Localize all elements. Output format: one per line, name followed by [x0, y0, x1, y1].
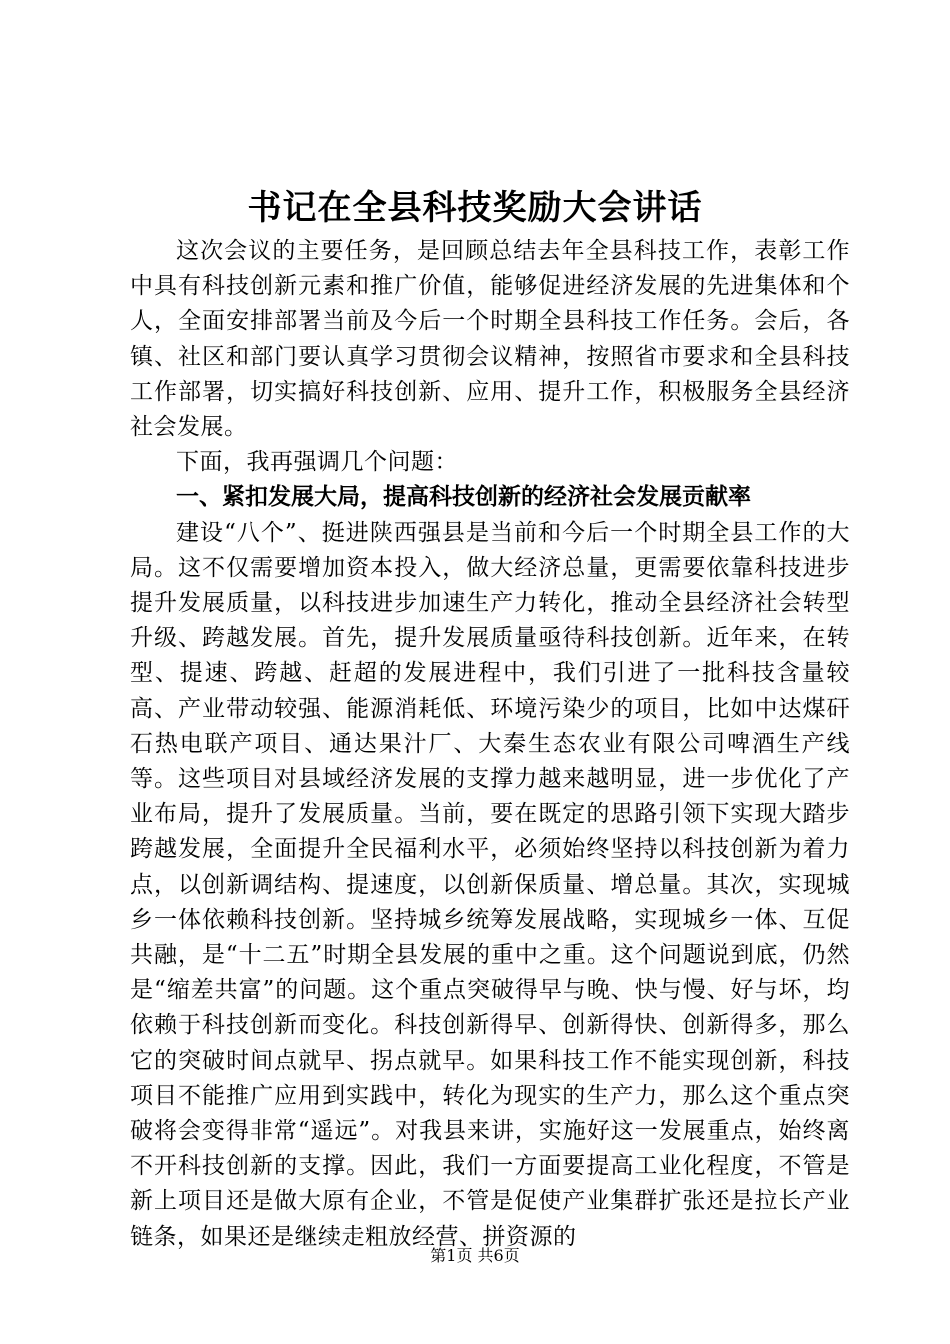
paragraph-intro: 这次会议的主要任务，是回顾总结去年全县科技工作，表彰工作中具有科技创新元素和推广价值，能够促进经济发展的先进集体和个人，全面安排部署当前及今后一个时期全县科技工作任务。会后，各镇、社区和部门要认真学习贯彻会议精神，按照省市要求和全县科技工作部署，切实搞好科技创新、应用、提升工作，积极服务全县经济社会发展。	[130, 238, 850, 441]
document-title: 书记在全县科技奖励大会讲话	[247, 188, 703, 228]
paragraph-section-1: 建设“八个”、挺进陕西强县是当前和今后一个时期全县工作的大局。这不仅需要增加资本投入，做大经济总量，更需要依靠科技进步提升发展质量，以科技进步加速生产力转化，推动全县经济社会转型升级、跨越发展。首先，提升发展质量亟待科技创新。近年来，在转型、提速、跨越、赶超的发展进程中，我们引进了一批科技含量较高、产业带动较强、能源消耗低、环境污染少的项目，比如中达煤矸石热电联产项目、通达果汁厂、大秦生态农业有限公司啤酒生产线等。这些项目对县域经济发展的支撑力越来越明显，进一步优化了产业布局，提升了发展质量。当前，要在既定的思路引领下实现大踏步跨越发展，全面提升全民福利水平，必须始终坚持以科技创新为着力点，以创新调结构、提速度，以创新保质量、增总量。其次，实现城乡一体依赖科技创新。坚持城乡统筹发展战略，实现城乡一体、互促共融，是“十二五”时期全县发展的重中之重。这个问题说到底，仍然是“缩差共富”的问题。这个重点突破得早与晚、快与慢、好与坏，均依赖于科技创新而变化。科技创新得早、创新得快、创新得多，那么它的突破时间点就早、拐点就早。如果科技工作不能实现创新，科技项目不能推广应用到实践中，转化为现实的生产力，那么这个重点突破将会变得非常“遥远”。对我县来讲，实施好这一发展重点，始终离不开科技创新的支撑。因此，我们一方面要提高工业化程度，不管是新上项目还是做大原有企业，不管是促使产业集群扩张还是拉长产业链条，如果还是继续走粗放经营、拼资源的	[130, 519, 850, 1250]
section-heading-1: 一、紧扣发展大局，提高科技创新的经济社会发展贡献率	[176, 484, 751, 511]
page-footer: 第1页 共6页	[430, 1246, 520, 1265]
paragraph-transition: 下面，我再强调几个问题：	[176, 449, 458, 476]
document-body	[130, 234, 850, 1255]
